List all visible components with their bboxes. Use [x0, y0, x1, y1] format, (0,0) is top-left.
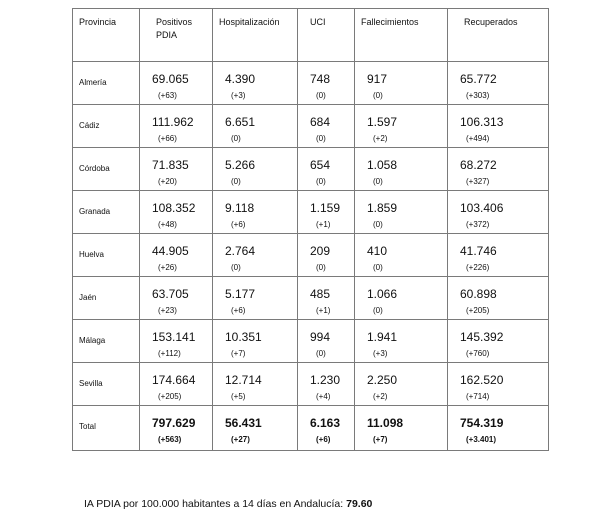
cell-content	[448, 234, 548, 274]
cell-content	[213, 320, 297, 360]
cell-value: 162.520	[460, 373, 504, 387]
value-cell	[298, 105, 355, 148]
value-cell	[355, 191, 448, 234]
value-cell	[448, 234, 549, 277]
cell-change: (+303)	[466, 91, 490, 100]
province-cell	[73, 62, 140, 105]
cell-change: (+494)	[466, 134, 490, 143]
province-cell	[73, 234, 140, 277]
cell-content	[140, 191, 212, 231]
province-cell	[73, 277, 140, 320]
header-recuperados: Recuperados	[464, 17, 518, 27]
cell-value: 153.141	[152, 330, 196, 344]
cell-content	[140, 62, 212, 102]
province-name: Sevilla	[79, 379, 103, 388]
value-cell	[298, 62, 355, 105]
cell-content	[140, 406, 212, 446]
cell-content	[355, 277, 447, 317]
cell-value: 56.431	[225, 416, 262, 430]
value-cell	[298, 191, 355, 234]
cell-change: (+20)	[158, 177, 177, 186]
cell-change: (+7)	[231, 349, 246, 358]
cell-change: (0)	[373, 263, 383, 272]
cell-value: 65.772	[460, 72, 497, 86]
cell-content	[213, 191, 297, 231]
cell-change: (+63)	[158, 91, 177, 100]
cell-change: (+205)	[158, 392, 182, 401]
cell-value: 994	[310, 330, 331, 344]
cell-content	[355, 234, 447, 274]
cell-content	[298, 277, 354, 317]
cell-value: 108.352	[152, 201, 196, 215]
cell-change: (0)	[316, 177, 326, 186]
header-hospitalizacion: Hospitalización	[219, 17, 280, 27]
cell-value: 103.406	[460, 201, 504, 215]
cell-value: 1.859	[367, 201, 398, 215]
cell-change: (+23)	[158, 306, 177, 315]
header-cell	[448, 9, 549, 62]
cell-change: (+6)	[231, 220, 246, 229]
value-cell	[140, 191, 213, 234]
cell-value: 41.746	[460, 244, 497, 258]
cell-change: (0)	[316, 263, 326, 272]
value-cell	[355, 234, 448, 277]
cell-content	[355, 320, 447, 360]
cell-change: (+714)	[466, 392, 490, 401]
cell-content	[140, 277, 212, 317]
province-name: Jaén	[79, 293, 97, 302]
cell-change: (0)	[316, 349, 326, 358]
table-row	[73, 234, 549, 277]
cell-content	[355, 148, 447, 188]
cell-value: 1.941	[367, 330, 398, 344]
value-cell	[213, 62, 298, 105]
value-cell	[355, 277, 448, 320]
cell-content	[355, 406, 447, 446]
header-cell	[298, 9, 355, 62]
value-cell	[140, 320, 213, 363]
cell-value: 654	[310, 158, 331, 172]
table-row	[73, 148, 549, 191]
cell-content	[298, 363, 354, 403]
value-cell	[140, 363, 213, 406]
ia-footer	[84, 498, 372, 510]
cell-change: (+1)	[316, 306, 331, 315]
value-cell	[355, 406, 448, 451]
value-cell	[213, 191, 298, 234]
province-cell	[73, 191, 140, 234]
header-positivos: Positivos PDIA	[156, 17, 193, 40]
cell-change: (+27)	[231, 435, 250, 444]
table-row	[73, 363, 549, 406]
value-cell	[355, 105, 448, 148]
value-cell	[213, 105, 298, 148]
value-cell	[448, 105, 549, 148]
cell-content	[448, 406, 548, 446]
cell-content	[355, 363, 447, 403]
covid-table	[72, 8, 549, 451]
cell-content	[140, 320, 212, 360]
cell-content	[298, 148, 354, 188]
cell-value: 12.714	[225, 373, 262, 387]
cell-value: 917	[367, 72, 388, 86]
cell-value: 4.390	[225, 72, 256, 86]
value-cell	[140, 406, 213, 451]
cell-value: 69.065	[152, 72, 189, 86]
cell-content	[448, 62, 548, 102]
cell-value: 6.651	[225, 115, 256, 129]
cell-change: (0)	[373, 306, 383, 315]
value-cell	[298, 363, 355, 406]
cell-value: 145.392	[460, 330, 504, 344]
cell-value: 485	[310, 287, 331, 301]
cell-value: 5.266	[225, 158, 256, 172]
value-cell	[355, 62, 448, 105]
cell-value: 11.098	[367, 416, 404, 430]
province-name: Granada	[79, 207, 111, 216]
value-cell	[298, 234, 355, 277]
cell-content	[448, 191, 548, 231]
cell-content	[448, 320, 548, 360]
value-cell	[355, 320, 448, 363]
cell-value: 410	[367, 244, 388, 258]
cell-change: (+6)	[316, 435, 331, 444]
cell-value: 10.351	[225, 330, 262, 344]
cell-change: (+4)	[316, 392, 331, 401]
value-cell	[140, 105, 213, 148]
cell-value: 797.629	[152, 416, 196, 430]
cell-value: 2.764	[225, 244, 256, 258]
cell-change: (0)	[231, 177, 241, 186]
value-cell	[140, 234, 213, 277]
cell-change: (+2)	[373, 134, 388, 143]
province-name: Córdoba	[79, 164, 110, 173]
value-cell	[298, 406, 355, 451]
cell-content	[448, 363, 548, 403]
cell-value: 1.058	[367, 158, 398, 172]
cell-value: 71.835	[152, 158, 189, 172]
cell-content	[213, 62, 297, 102]
cell-change: (+563)	[158, 435, 182, 444]
total-row	[73, 406, 549, 451]
cell-change: (0)	[231, 263, 241, 272]
value-cell	[140, 148, 213, 191]
province-name: Málaga	[79, 336, 106, 345]
cell-value: 63.705	[152, 287, 189, 301]
cell-content	[213, 277, 297, 317]
table-row	[73, 277, 549, 320]
cell-value: 5.177	[225, 287, 256, 301]
header-cell	[73, 9, 140, 62]
cell-content	[448, 105, 548, 145]
cell-change: (+205)	[466, 306, 490, 315]
value-cell	[355, 148, 448, 191]
value-cell	[213, 363, 298, 406]
value-cell	[448, 62, 549, 105]
province-cell	[73, 363, 140, 406]
cell-change: (+1)	[316, 220, 331, 229]
value-cell	[213, 406, 298, 451]
cell-change: (+5)	[231, 392, 246, 401]
cell-change: (0)	[316, 134, 326, 143]
cell-value: 209	[310, 244, 331, 258]
cell-value: 68.272	[460, 158, 497, 172]
cell-change: (+2)	[373, 392, 388, 401]
value-cell	[298, 320, 355, 363]
cell-value: 754.319	[460, 416, 504, 430]
cell-change: (+226)	[466, 263, 490, 272]
cell-content	[213, 105, 297, 145]
cell-content	[298, 234, 354, 274]
value-cell	[213, 320, 298, 363]
cell-change: (0)	[373, 91, 383, 100]
province-cell	[73, 406, 140, 451]
header-provincia: Provincia	[79, 17, 117, 27]
cell-value: 748	[310, 72, 331, 86]
table-row	[73, 62, 549, 105]
cell-content	[355, 191, 447, 231]
cell-content	[298, 406, 354, 446]
province-name: Total	[79, 422, 96, 431]
cell-content	[213, 406, 297, 446]
cell-value: 111.962	[152, 115, 194, 129]
cell-change: (0)	[373, 177, 383, 186]
value-cell	[448, 191, 549, 234]
footer-value: 79.60	[346, 498, 373, 510]
cell-content	[298, 105, 354, 145]
header-uci: UCI	[310, 17, 326, 27]
cell-change: (+3)	[231, 91, 246, 100]
cell-value: 1.230	[310, 373, 341, 387]
cell-value: 60.898	[460, 287, 497, 301]
province-name: Cádiz	[79, 121, 100, 130]
cell-content	[355, 105, 447, 145]
province-name: Almería	[79, 78, 107, 87]
cell-change: (+26)	[158, 263, 177, 272]
cell-change: (+7)	[373, 435, 388, 444]
value-cell	[448, 148, 549, 191]
value-cell	[213, 148, 298, 191]
cell-change: (+3.401)	[466, 435, 497, 444]
table-row	[73, 191, 549, 234]
header-row	[73, 9, 549, 62]
cell-change: (+48)	[158, 220, 177, 229]
value-cell	[448, 277, 549, 320]
table-row	[73, 105, 549, 148]
cell-change: (0)	[373, 220, 383, 229]
cell-change: (+66)	[158, 134, 177, 143]
cell-content	[355, 62, 447, 102]
cell-content	[298, 62, 354, 102]
cell-content	[140, 148, 212, 188]
header-cell	[140, 9, 213, 62]
cell-content	[298, 320, 354, 360]
cell-change: (0)	[231, 134, 241, 143]
cell-change: (0)	[316, 91, 326, 100]
cell-value: 9.118	[225, 201, 255, 215]
value-cell	[298, 277, 355, 320]
value-cell	[213, 277, 298, 320]
province-cell	[73, 320, 140, 363]
footer-text: IA PDIA por 100.000 habitantes a 14 días en Andalucía:	[84, 498, 347, 510]
cell-change: (+6)	[231, 306, 246, 315]
cell-value: 2.250	[367, 373, 398, 387]
province-name: Huelva	[79, 250, 104, 259]
cell-change: (+112)	[158, 349, 181, 358]
header-cell	[213, 9, 298, 62]
cell-content	[448, 277, 548, 317]
cell-value: 44.905	[152, 244, 189, 258]
value-cell	[448, 406, 549, 451]
value-cell	[298, 148, 355, 191]
value-cell	[448, 320, 549, 363]
header-fallecimientos: Fallecimientos	[361, 17, 419, 27]
cell-content	[213, 148, 297, 188]
cell-change: (+327)	[466, 177, 490, 186]
cell-value: 1.159	[310, 201, 341, 215]
cell-content	[213, 363, 297, 403]
cell-value: 106.313	[460, 115, 504, 129]
cell-content	[140, 105, 212, 145]
cell-content	[140, 234, 212, 274]
value-cell	[140, 62, 213, 105]
province-cell	[73, 105, 140, 148]
cell-value: 684	[310, 115, 331, 129]
cell-content	[448, 148, 548, 188]
cell-content	[298, 191, 354, 231]
cell-value: 1.597	[367, 115, 398, 129]
cell-content	[213, 234, 297, 274]
cell-value: 174.664	[152, 373, 196, 387]
header-cell	[355, 9, 448, 62]
value-cell	[448, 363, 549, 406]
cell-value: 6.163	[310, 416, 341, 430]
value-cell	[213, 234, 298, 277]
value-cell	[355, 363, 448, 406]
cell-content	[140, 363, 212, 403]
cell-change: (+372)	[466, 220, 490, 229]
value-cell	[140, 277, 213, 320]
cell-change: (+3)	[373, 349, 388, 358]
cell-value: 1.066	[367, 287, 398, 301]
table-row	[73, 320, 549, 363]
cell-change: (+760)	[466, 349, 490, 358]
province-cell	[73, 148, 140, 191]
